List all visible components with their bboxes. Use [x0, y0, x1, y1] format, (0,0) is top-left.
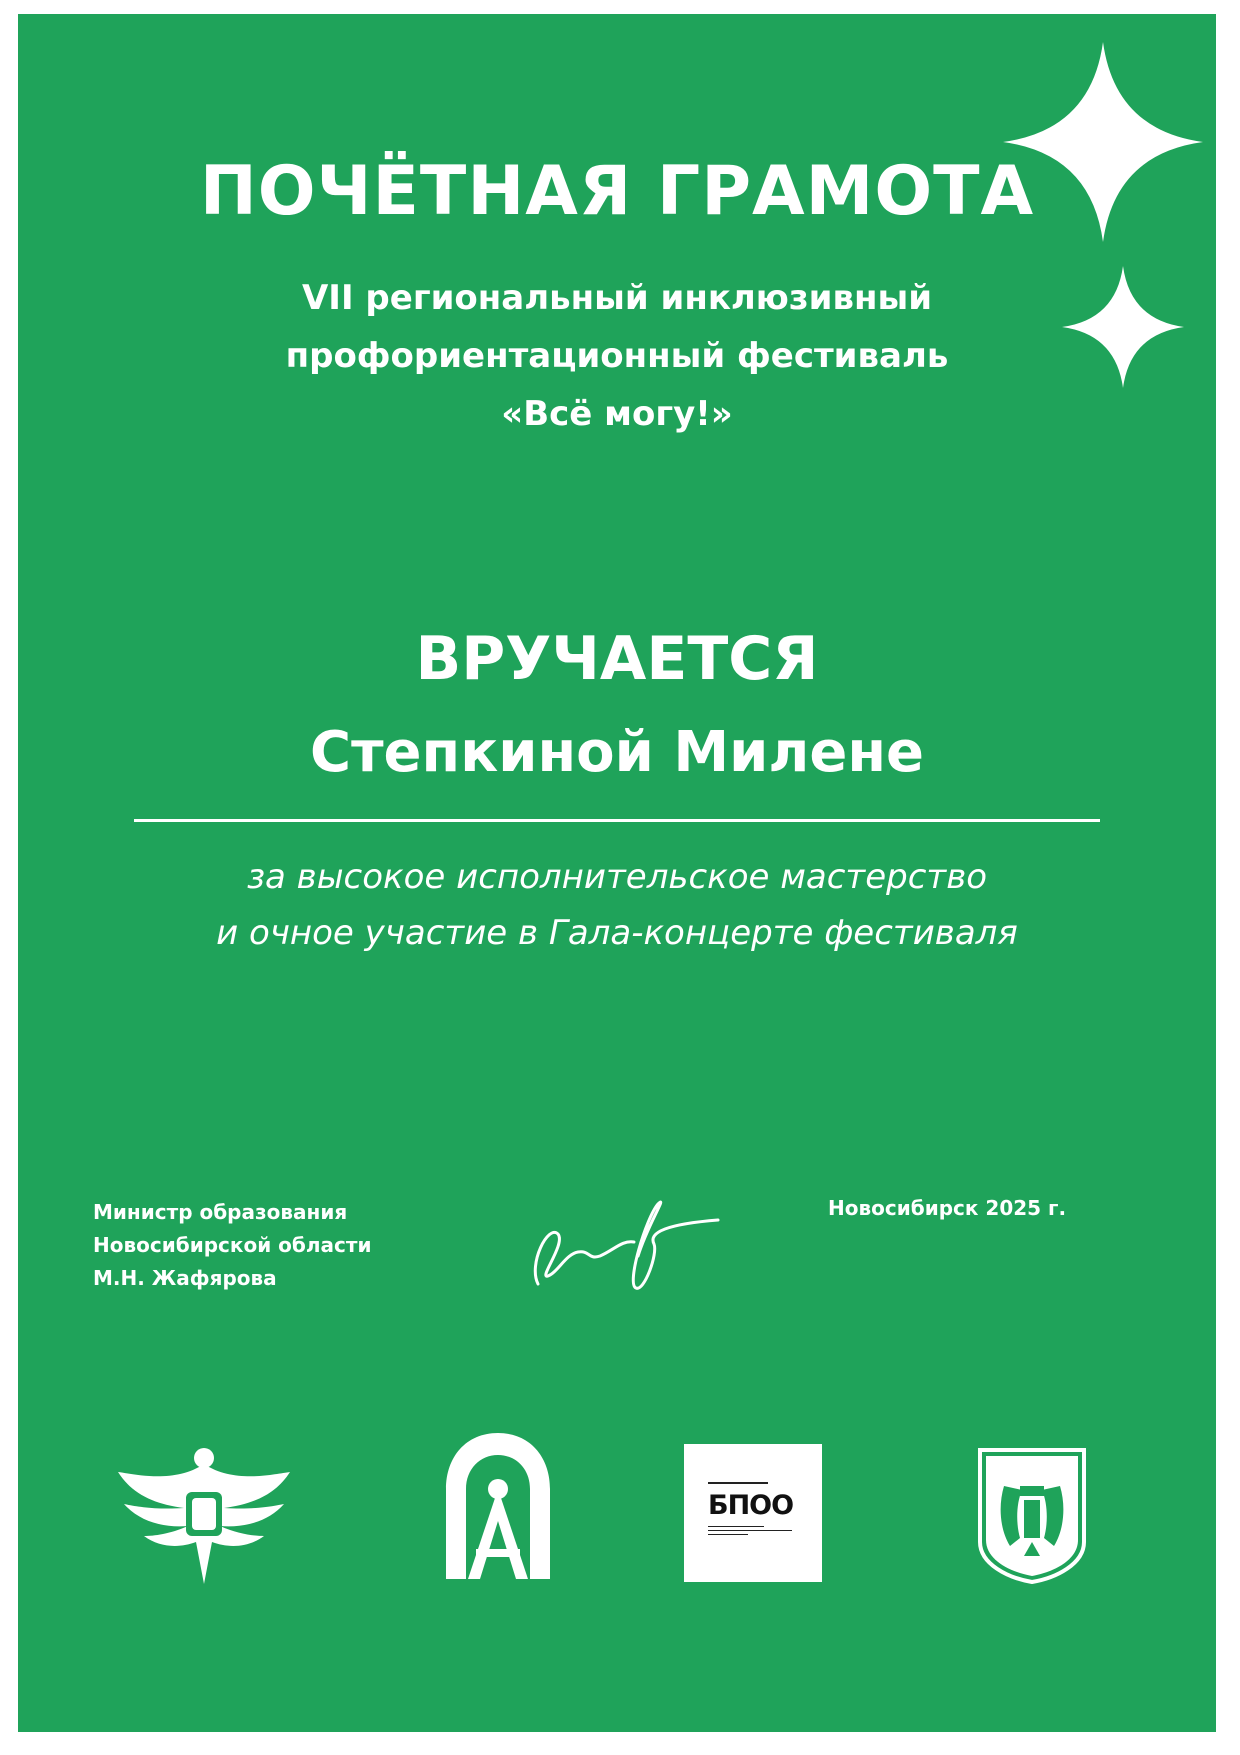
bpoo-logo	[684, 1444, 822, 1582]
awarded-label: ВРУЧАЕТСЯ	[415, 624, 819, 694]
signer-line: М.Н. Жафярова	[93, 1266, 277, 1290]
signer-block	[93, 1196, 372, 1295]
signer-line: Новосибирской области	[93, 1233, 372, 1257]
handwritten-signature	[518, 1184, 738, 1304]
subtitle-line: VII региональный инклюзивный	[301, 278, 933, 318]
certificate-title: ПОЧЁТНАЯ ГРАМОТА	[199, 152, 1035, 231]
reason-line: и очное участие в Гала-концерте фестиваля	[216, 913, 1018, 953]
bpoo-fine-print-line	[708, 1526, 764, 1527]
certificate-sheet	[18, 14, 1216, 1732]
signer-line: Министр образования	[93, 1200, 348, 1224]
bpoo-fine-print-line	[708, 1534, 748, 1535]
compass-arch-logo	[438, 1429, 558, 1589]
bpoo-top-rule	[708, 1482, 768, 1484]
festival-subtitle	[18, 269, 1216, 443]
recipient-name: Степкиной Милене	[309, 720, 924, 785]
reason-line: за высокое исполнительское мастерство	[246, 857, 988, 897]
subtitle-line: профориентационный фестиваль	[285, 336, 949, 376]
place-and-date: Новосибирск 2025 г.	[828, 1196, 1067, 1220]
award-reason	[18, 849, 1216, 961]
divider-line	[134, 819, 1100, 822]
bpoo-logo-text: БПОО	[708, 1490, 794, 1521]
ministry-eagle-emblem	[114, 1444, 294, 1594]
novosibirsk-coat-of-arms	[976, 1446, 1088, 1584]
bpoo-fine-print-line	[708, 1530, 792, 1531]
subtitle-line: «Всё могу!»	[501, 394, 733, 434]
